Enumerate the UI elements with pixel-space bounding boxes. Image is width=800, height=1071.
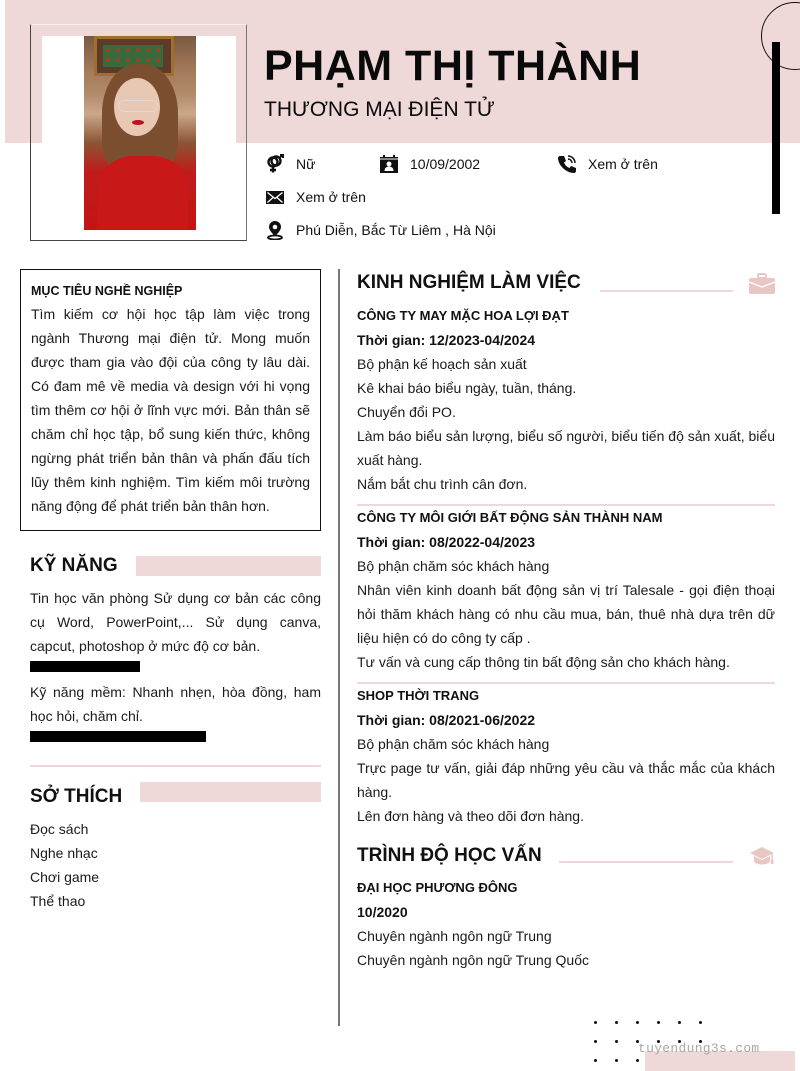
- experience-line: Bộ phận chăm sóc khách hàng: [357, 558, 550, 574]
- education-item: [357, 876, 775, 972]
- hobby-item: Nghe nhạc: [30, 845, 98, 861]
- gender-icon: [265, 154, 285, 174]
- column-divider: [338, 269, 340, 1026]
- skills-title-decoration: [136, 556, 321, 576]
- phone-icon: [557, 154, 577, 174]
- gender-value: Nữ: [296, 156, 316, 172]
- info-birthdate: [379, 154, 480, 174]
- career-objective-section: [20, 269, 321, 531]
- work-period: Thời gian: 08/2022-04/2023: [357, 534, 536, 550]
- hobbies-list: [30, 817, 99, 913]
- experience-line: Nhân viên kinh doanh bất động sản vị trí Talesale - gọi điện thoại hỏi thăm khách hàng có nhu cầu mua, bán, thuê nhà dựa trên dữ liệu hiện có do công ty cấp .: [357, 582, 775, 646]
- company-name: CÔNG TY MÔI GIỚI BẤT ĐỘNG SẢN THÀNH NAM: [357, 510, 663, 525]
- skill-level-bar-2: [30, 731, 206, 742]
- education-line: Chuyên ngành ngôn ngữ Trung Quốc: [357, 952, 589, 968]
- skills-divider: [30, 765, 321, 767]
- education-line: Chuyên ngành ngôn ngữ Trung: [357, 928, 552, 944]
- skills-title: KỸ NĂNG: [30, 555, 118, 576]
- experience-line: Lên đơn hàng và theo dõi đơn hàng.: [357, 808, 584, 824]
- career-objective-text: Tìm kiếm cơ hội học tập làm việc trong ngành Thương mại điện tử. Mong muốn được tham gia vào đội của công ty lâu dài. Có đam mê về media và design với hi vọng tìm thêm cơ hội ở lĩnh vực mới. Bản thân sẽ chăm chỉ học tập, bổ sung kiến thức, không ngừng phát triển bản thân và phấn đấu tích lũy thêm kinh nghiệm. Tìm kiếm môi trường năng động để phát triển bản thân hơn.: [31, 306, 310, 514]
- watermark: tuyendung3s.com: [638, 1041, 760, 1056]
- location-pin-icon: [265, 220, 285, 240]
- hobby-item: Chơi game: [30, 869, 100, 885]
- school-name: ĐẠI HỌC PHƯƠNG ĐÔNG: [357, 880, 518, 895]
- decorative-bar: [772, 42, 780, 214]
- experience-title: KINH NGHIỆM LÀM VIỆC: [357, 272, 581, 293]
- experience-line: Chuyển đổi PO.: [357, 404, 456, 420]
- hobby-item: Đọc sách: [30, 821, 89, 837]
- career-objective-title: MỤC TIÊU NGHỀ NGHIỆP: [31, 284, 183, 298]
- hobbies-title: SỞ THÍCH: [30, 786, 123, 807]
- experience-line: Làm báo biểu sản lượng, biểu số người, biểu tiến độ sản xuất, biểu xuất hàng.: [357, 428, 775, 468]
- education-title-line: [559, 861, 733, 863]
- phone-value: Xem ở trên: [588, 156, 658, 172]
- skill-item-2: Kỹ năng mềm: Nhanh nhẹn, hòa đồng, ham học hỏi, chăm chỉ.: [30, 684, 321, 724]
- work-period: Thời gian: 08/2021-06/2022: [357, 712, 536, 728]
- email-icon: [265, 187, 285, 207]
- experience-line: Bộ phận kế hoạch sản xuất: [357, 356, 527, 372]
- address-value: Phú Diễn, Bắc Từ Liêm , Hà Nội: [296, 222, 496, 238]
- candidate-title: THƯƠNG MẠI ĐIỆN TỬ: [264, 98, 495, 121]
- experience-line: Bộ phận chăm sóc khách hàng: [357, 736, 550, 752]
- experience-line: Tư vấn và cung cấp thông tin bất động sản cho khách hàng.: [357, 654, 730, 670]
- experience-item-3: [357, 684, 775, 828]
- experience-line: Nắm bắt chu trình cân đơn.: [357, 476, 528, 492]
- info-address: [265, 220, 496, 240]
- education-date: 10/2020: [357, 904, 408, 920]
- graduation-cap-icon: [749, 846, 775, 871]
- hobbies-title-decoration: [140, 782, 321, 802]
- hobby-item: Thể thao: [30, 893, 86, 909]
- experience-line: Trực page tư vấn, giải đáp những yêu cầu và thắc mắc của khách hàng.: [357, 760, 775, 800]
- work-period: Thời gian: 12/2023-04/2024: [357, 332, 536, 348]
- info-gender: [265, 154, 315, 174]
- education-title: TRÌNH ĐỘ HỌC VẤN: [357, 845, 542, 866]
- profile-photo: [84, 36, 196, 230]
- birthdate-value: 10/09/2002: [410, 156, 481, 172]
- company-name: CÔNG TY MAY MẶC HOA LỢI ĐẠT: [357, 308, 569, 323]
- experience-item-1: [357, 304, 775, 496]
- company-name: SHOP THỜI TRANG: [357, 688, 480, 703]
- calendar-icon: [379, 154, 399, 174]
- skill-item-1: Tin học văn phòng Sử dụng cơ bản các công cụ Word, PowerPoint,... Sử dụng canva, capcut, photoshop ở mức độ cơ bản.: [30, 590, 321, 654]
- skill-level-bar-1: [30, 661, 140, 672]
- email-value: Xem ở trên: [296, 189, 366, 205]
- experience-line: Kê khai báo biểu ngày, tuần, tháng.: [357, 380, 577, 396]
- info-phone: [557, 154, 658, 174]
- briefcase-icon: [749, 273, 775, 300]
- candidate-name: PHẠM THỊ THÀNH: [264, 42, 642, 90]
- experience-item-2: [357, 506, 775, 674]
- info-email: [265, 187, 366, 207]
- experience-title-line: [600, 290, 733, 292]
